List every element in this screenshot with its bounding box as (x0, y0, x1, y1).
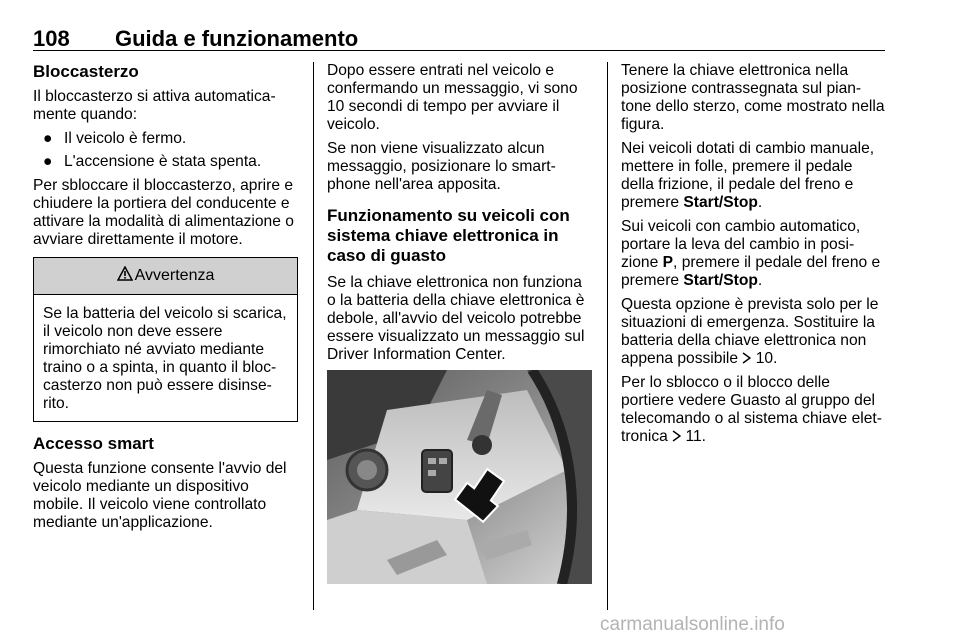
bullet-icon: ● (43, 153, 53, 170)
page-title: Guida e funzionamento (115, 26, 359, 51)
section-heading: Funzionamento su veicoli con sistema chiave elettronica in caso di guasto (327, 206, 570, 265)
page-number: 108 (33, 26, 70, 51)
bullet-icon: ● (43, 130, 53, 147)
start-stop-label: Start/Stop (683, 272, 758, 289)
gear-p-label: P (662, 254, 674, 271)
watermark: carmanualsonline.info (600, 614, 785, 635)
warning-text: Se la batteria del veicolo si scarica, il veicolo non deve essere rimorchiato né avviato mediante traino o a spinta, in quanto il bloc-casterzo non può essere disinse-rito. (43, 305, 287, 412)
paragraph (621, 374, 886, 446)
column-1 (33, 62, 298, 538)
paragraph (621, 296, 886, 368)
page-ref[interactable]: 10. (751, 350, 778, 367)
section-title: Bloccasterzo (33, 62, 139, 81)
paragraph: Tenere la chiave elettronica nella posizione contrassegnata sul pian-tone dello sterzo, come mostrato nella figura. (621, 62, 885, 133)
text-span: Per lo sblocco o il blocco delle portiere vedere Guasto al gruppo del telecomando o al sistema chiave elet-tronica (621, 374, 882, 445)
text-span: . (757, 194, 763, 211)
text-span: Sui veicoli con cambio automatico, portare la leva del cambio in posi-zione (621, 218, 861, 271)
column-divider (607, 62, 608, 610)
list-item-text: Il veicolo è fermo. (64, 130, 187, 147)
text-span: . (757, 272, 763, 289)
paragraph: Se non viene visualizzato alcun messaggio, posizionare lo smart-phone nell'area apposita. (327, 140, 556, 193)
list-item-text: L'accensione è stata spenta. (64, 153, 262, 170)
warning-box (33, 257, 298, 422)
page-header (33, 22, 885, 51)
text-span: , premere il pedale del freno e premere (621, 254, 881, 289)
column-2 (327, 62, 592, 584)
paragraph (621, 218, 886, 290)
page-ref-arrow-icon[interactable] (672, 428, 681, 445)
warning-header (34, 258, 297, 295)
start-stop-label: Start/Stop (683, 194, 758, 211)
warning-label: Avvertenza (134, 267, 215, 284)
steering-column-photo (327, 370, 592, 584)
text-span: Nei veicoli dotati di cambio manuale, mettere in folle, premere il pedale della frizione, il pedale del freno e premere (621, 140, 875, 211)
paragraph: Il bloccasterzo si attiva automatica-mente quando: (33, 88, 276, 123)
list-item (33, 153, 298, 171)
paragraph (621, 140, 886, 212)
column-3 (621, 62, 886, 452)
section-title: Accesso smart (33, 434, 154, 453)
warning-triangle-icon (117, 266, 133, 286)
paragraph: Questa funzione consente l'avvio del veicolo mediante un dispositivo mobile. Il veicolo viene controllato mediante un'applicazione. (33, 460, 287, 531)
paragraph: Dopo essere entrati nel veicolo e confermando un messaggio, vi sono 10 secondi di tempo per avviare il veicolo. (327, 62, 578, 133)
paragraph: Se la chiave elettronica non funziona o la batteria della chiave elettronica è debole, all'avvio del veicolo potrebbe essere visualizzato un messaggio sul Driver Information Center. (327, 274, 585, 363)
text-span: Questa opzione è prevista solo per le situazioni di emergenza. Sostituire la batteria della chiave elettronica non appena possibile (621, 296, 879, 367)
page-ref[interactable]: 11. (681, 428, 706, 445)
paragraph: Per sbloccare il bloccasterzo, aprire e chiudere la portiera del conducente e attivare la modalità di alimentazione o avviare direttamente il motore. (33, 177, 294, 248)
column-divider (313, 62, 314, 610)
bullet-list (33, 130, 298, 171)
list-item (33, 130, 298, 148)
